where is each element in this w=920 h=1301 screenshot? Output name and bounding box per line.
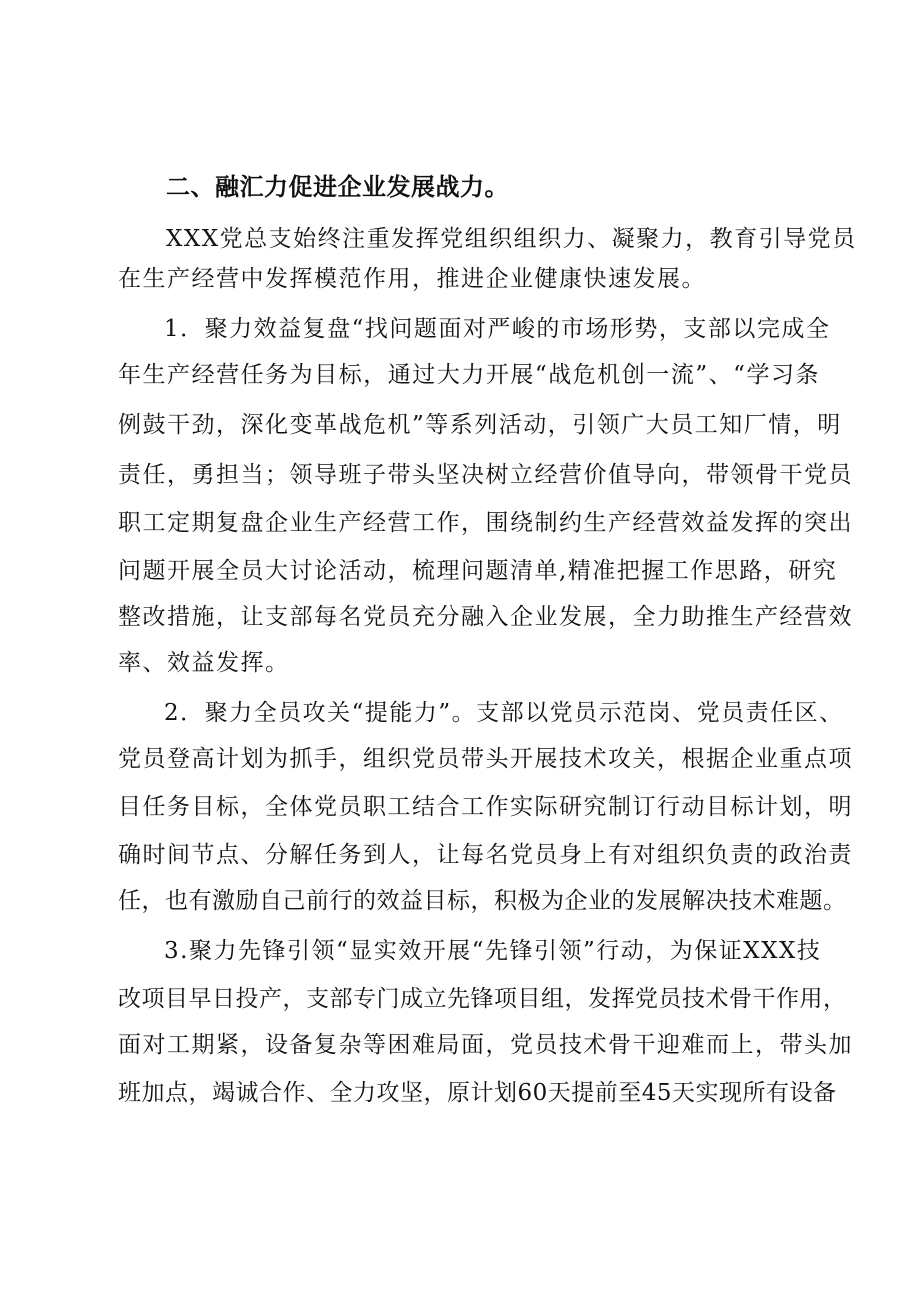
paragraph-line: 目任务目标，全体党员职工结合工作实际研究制订行动目标计划，明 <box>118 794 853 820</box>
section-heading: 二、融汇力促进企业发展战力。 <box>166 173 509 201</box>
paragraph-line: 问题开展全员大讨论活动，梳理问题清单,精准把握工作思路，研究 <box>118 558 838 584</box>
paragraph-line: 面对工期紧，设备复杂等困难局面，党员技术骨干迎难而上，带头加 <box>118 1032 853 1058</box>
paragraph-line: 年生产经营任务为目标，通过大力开展“战危机创一流”、“学习条 <box>118 362 820 388</box>
paragraph-line: 在生产经营中发挥模范作用，推进企业健康快速发展。 <box>118 266 706 292</box>
paragraph-line: 改项目早日投产，支部专门成立先锋项目组，发挥党员技术骨干作用， <box>118 986 847 1012</box>
paragraph-line: 2．聚力全员攻关“提能力”。支部以党员示范岗、党员责任区、 <box>164 700 844 726</box>
paragraph-line: 任，也有激励自己前行的效益目标，积极为企业的发展解决技术难题。 <box>118 888 847 914</box>
paragraph-line: 党员登高计划为抓手，组织党员带头开展技术攻关，根据企业重点项 <box>118 746 853 772</box>
paragraph-line: 确时间节点、分解任务到人，让每名党员身上有对组织负责的政治责 <box>118 842 853 868</box>
paragraph-line: 责任，勇担当；领导班子带头坚决树立经营价值导向，带领骨干党员 <box>118 462 853 488</box>
paragraph-line: XXX党总支始终注重发挥党组织组织力、凝聚力，教育引导党员 <box>166 226 857 252</box>
paragraph-line: 整改措施，让支部每名党员充分融入企业发展，全力助推生产经营效 <box>118 604 853 630</box>
paragraph-line: 班加点，竭诚合作、全力攻坚，原计划60天提前至45天实现所有设备 <box>118 1080 837 1106</box>
paragraph-line: 率、效益发挥。 <box>118 650 290 676</box>
paragraph-line: 职工定期复盘企业生产经营工作，围绕制约生产经营效益发挥的突出 <box>118 510 853 536</box>
paragraph-line: 3.聚力先锋引领“显实效开展“先锋引领”行动，为保证XXX技 <box>164 938 822 964</box>
paragraph-line: 1．聚力效益复盘“找问题面对严峻的市场形势，支部以完成全 <box>164 316 831 342</box>
paragraph-line: 例鼓干劲，深化变革战危机”等系列活动，引领广大员工知厂情，明 <box>118 412 842 438</box>
